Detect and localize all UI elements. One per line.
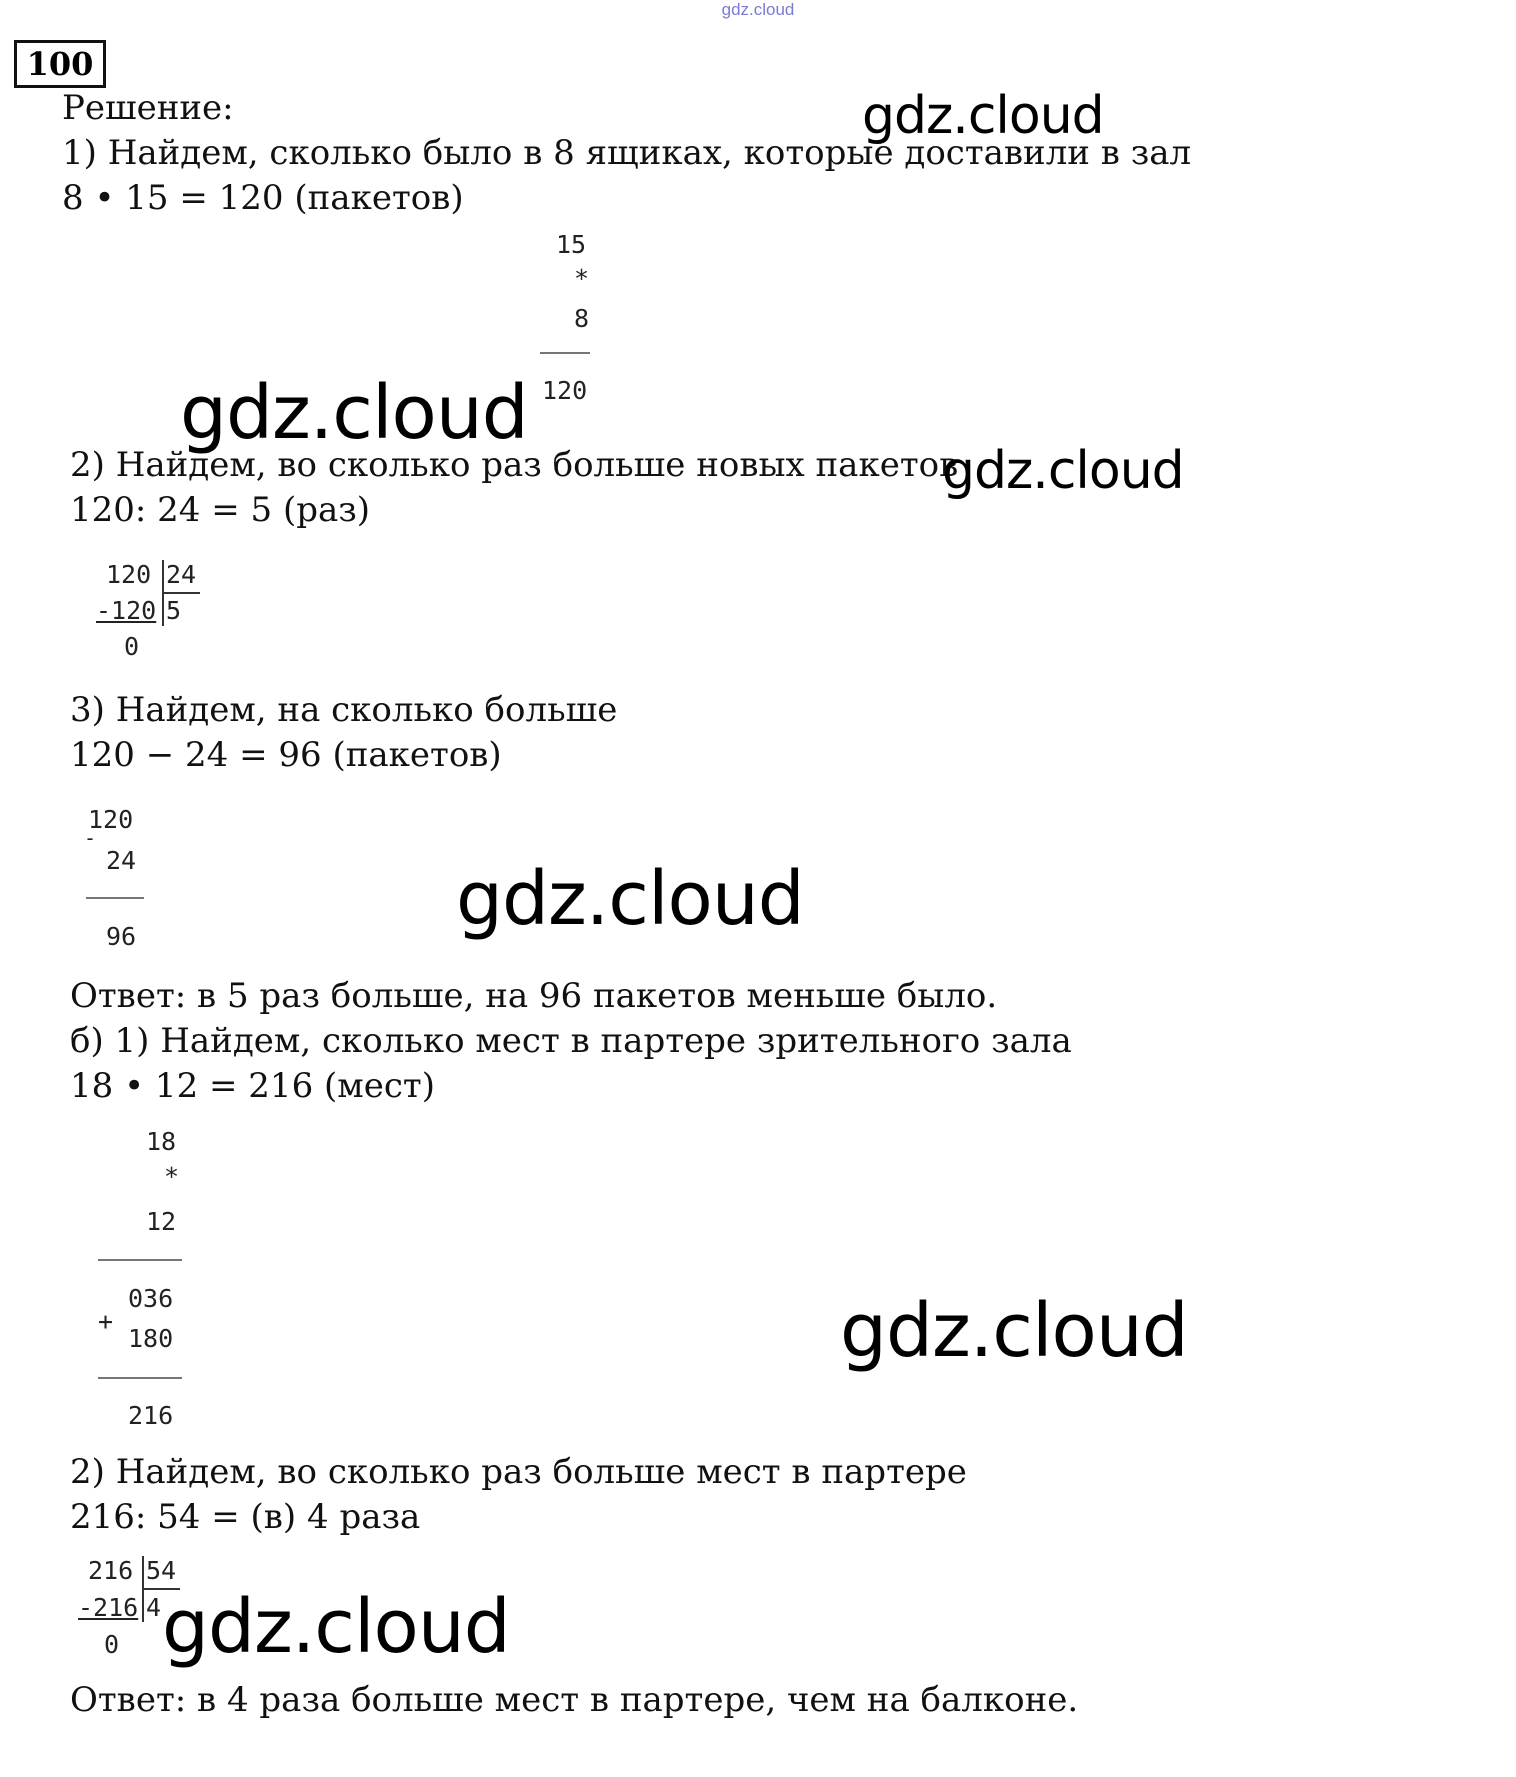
calc-operand-b: 12: [146, 1207, 177, 1236]
calc-operand-a: 15: [556, 230, 587, 259]
step-2-equation: 120: 24 = 5 (раз): [70, 490, 371, 530]
step-3-equation: 120 − 24 = 96 (пакетов): [70, 735, 502, 775]
calc-result-line: [86, 897, 144, 899]
part-b-step-2-text: 2) Найдем, во сколько раз больше мест в партере: [70, 1452, 967, 1492]
part-b-step-1-equation: 18 • 12 = 216 (мест): [70, 1066, 435, 1106]
calc-result-line: [540, 352, 590, 354]
watermark-logo: gdz.cloud: [456, 856, 804, 942]
watermark-logo: gdz.cloud: [162, 1584, 510, 1670]
watermark-logo: gdz.cloud: [180, 370, 528, 456]
calc-plus-sign: +: [98, 1307, 114, 1336]
watermark-logo: gdz.cloud: [862, 86, 1104, 146]
part-b-step-2-equation: 216: 54 = (в) 4 раза: [70, 1497, 421, 1537]
answer-b: Ответ: в 4 раза больше мест в партере, чем на балконе.: [70, 1680, 1079, 1720]
calc-minus-sign: -: [84, 826, 97, 850]
calc-dividend: 216: [88, 1556, 134, 1585]
calc-result: 120: [542, 376, 588, 405]
calc-divisor: 54: [146, 1556, 177, 1585]
site-watermark-top: gdz.cloud: [721, 0, 795, 19]
part-b-step-1-text: б) 1) Найдем, сколько мест в партере зрительного зала: [70, 1021, 1072, 1061]
step-3-text: 3) Найдем, на сколько больше: [70, 690, 618, 730]
calc-subtrahend: -120: [96, 596, 157, 625]
step-1-text: 1) Найдем, сколько было в 8 ящиках, которые доставили в зал: [62, 133, 1192, 173]
calc-operand-b: 8: [574, 304, 590, 333]
answer-a: Ответ: в 5 раз больше, на 96 пакетов меньше было.: [70, 976, 998, 1016]
calc-partial-1: 036: [128, 1284, 174, 1313]
step-2-text: 2) Найдем, во сколько раз больше новых пакетов: [70, 445, 959, 485]
calc-result: 216: [128, 1401, 174, 1430]
watermark-logo: gdz.cloud: [942, 441, 1184, 501]
calc-sum-line: [98, 1377, 182, 1379]
solution-heading: Решение:: [62, 88, 234, 128]
calc-remainder: 0: [104, 1630, 120, 1659]
calc-operand-a: 18: [146, 1127, 177, 1156]
calc-subtrahend: 24: [106, 846, 137, 875]
calc-minuend: 120: [88, 805, 134, 834]
calc-divisor-underline: [162, 592, 200, 594]
calc-partial-2: 180: [128, 1324, 174, 1353]
calc-remainder: 0: [124, 632, 140, 661]
calc-operator: *: [164, 1162, 180, 1191]
task-number-box: 100: [14, 40, 106, 88]
calc-divisor: 24: [166, 560, 197, 589]
calc-quotient: 5: [166, 596, 182, 625]
calc-dividend: 120: [106, 560, 152, 589]
calc-difference: 96: [106, 922, 137, 951]
calc-quotient: 4: [146, 1593, 162, 1622]
calc-result-line: [98, 1259, 182, 1261]
step-1-equation: 8 • 15 = 120 (пакетов): [62, 178, 464, 218]
watermark-logo: gdz.cloud: [840, 1288, 1188, 1374]
calc-operator: *: [574, 264, 590, 293]
calc-subtrahend: -216: [78, 1593, 139, 1622]
